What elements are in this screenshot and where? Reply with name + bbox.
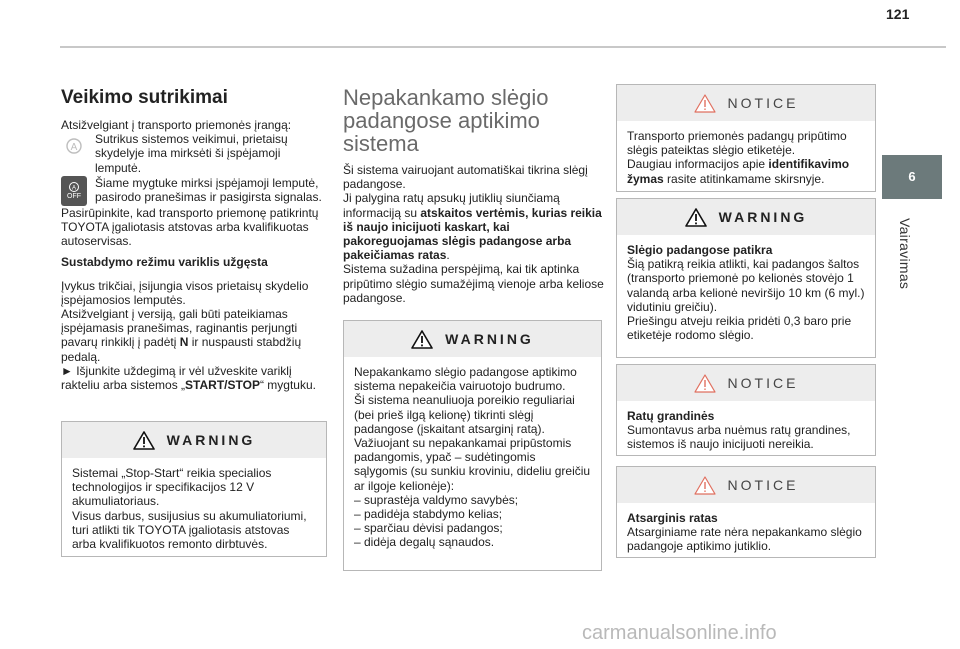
- warning-box-battery: [61, 421, 327, 557]
- notice-header: [617, 467, 875, 503]
- warning-body: [344, 357, 601, 556]
- svg-text:A: A: [71, 185, 77, 192]
- warning-body: [617, 235, 875, 348]
- warning-triangle-icon: [133, 431, 155, 450]
- stop-start-button-item: [61, 176, 326, 206]
- notice-body: [617, 503, 875, 560]
- warning-label: WARNING: [166, 432, 256, 448]
- chapter-title: Vairavimas: [897, 218, 913, 290]
- notice-label: NOTICE: [727, 95, 799, 111]
- warning-header: [617, 199, 875, 235]
- warning-triangle-icon: [411, 330, 433, 349]
- tpms-alert-text: Sistema sužadina perspėjimą, kai tik aptinka pripūtimo slėgio sumažėjimą vienoje arba keliose padangose.: [343, 262, 604, 305]
- notice-text: Sumontavus arba nuėmus ratų grandines, sistemos iš naujo inicijuoti nereikia.: [627, 423, 851, 452]
- page-number: 121: [886, 6, 910, 22]
- notice-label: NOTICE: [727, 375, 799, 391]
- warning-lamp-outline-icon: [61, 132, 87, 160]
- warning-lamp-text: Sutrikus sistemos veikimui, prietaisų skydelyje ima mirksėti ši įspėjamoji lemputė.: [95, 132, 288, 175]
- gear-selector-text: Atsižvelgiant į versiją, gali būti pateikiamas įspėjamasis pranešimas, raginantis perjungti pavarų rinkiklį į padėtį N ir nuspausti stabdžių pedalą.: [61, 307, 302, 364]
- section-title-tpms: Nepakankamo slėgio padangose aptikimo sistema: [343, 85, 549, 156]
- notice-title: Ratų grandinės: [627, 409, 715, 423]
- svg-text:A: A: [70, 142, 78, 154]
- warning-label: WARNING: [445, 331, 534, 347]
- notice-label: NOTICE: [727, 477, 799, 493]
- intro-text: Atsižvelgiant į transporto priemonės įrangą:: [61, 118, 292, 132]
- notice-box-snow-chains: [616, 364, 876, 456]
- column-malfunctions: [61, 87, 326, 392]
- section-title-malfunctions: Veikimo sutrikimai: [61, 87, 228, 108]
- watermark: carmanualsonline.info: [582, 622, 777, 644]
- tpms-intro: Ši sistema vairuojant automatiškai tikrina slėgį padangose.: [343, 163, 588, 192]
- warning-label: WARNING: [718, 209, 808, 225]
- warning-box-tpms: [343, 320, 602, 571]
- off-label: OFF: [67, 192, 81, 200]
- notice-text: Transporto priemonės padangų pripūtimo slėgis pateiktas slėgio etiketėje. Daugiau informacijos apie identifikavimo žymas rasite atitinkamame skirsnyje.: [627, 129, 850, 186]
- notice-header: [617, 85, 875, 121]
- chapter-tab[interactable]: 6: [882, 155, 942, 199]
- stop-start-off-button-icon: [61, 176, 87, 206]
- warning-title: Slėgio padangose patikra: [627, 243, 773, 257]
- stop-start-button-text: Šiame mygtuke mirksi įspėjamoji lemputė, pasirodo pranešimas ir pasigirsta signalas.: [95, 175, 322, 205]
- warning-text: Šią patikrą reikia atlikti, kai padangos šaltos (transporto priemonė po kelionės stovėjo 1 valandą arba kelionė neviršijo 10 km (6 myl.) vidutiniu greičiu). Priešingu atveju reikia pridėti 0,3 baro prie etiketėje rodomo slėgio.: [627, 257, 865, 343]
- warning-triangle-icon: [685, 208, 707, 227]
- notice-title: Atsarginis ratas: [627, 511, 718, 525]
- notice-header: [617, 365, 875, 401]
- subsection-title-engine-stall: Sustabdymo režimu variklis užgęsta: [61, 255, 268, 270]
- warning-lamp-item: [61, 132, 326, 175]
- notice-triangle-icon: [694, 374, 716, 393]
- notice-triangle-icon: [694, 476, 716, 495]
- top-divider: [60, 46, 946, 48]
- notice-body: [617, 121, 875, 192]
- notice-triangle-icon: [694, 94, 716, 113]
- warning-header: [62, 422, 326, 458]
- fault-lamps-text: Įvykus trikčiai, įsijungia visos prietaisų skydelio įspėjamosios lemputės.: [61, 278, 309, 307]
- notice-text: Atsarginiame rate nėra nepakankamo slėgio padangoje aptikimo jutiklio.: [627, 525, 862, 554]
- notice-box-pressure-label: [616, 84, 876, 192]
- warning-text: Nepakankamo slėgio padangose aptikimo sistema nepakeičia vairuotojo budrumo. Ši sistema neanuliuoja poreikio reguliariai (bei prieš ilgą kelionę) tikrinti slėgį padangose (įskaitant atsarginį ratą). Važiuojant su nepakankamai pripūstomis padangomis, ypač – sudėtingomis sąlygomis (su sunkiu kroviniu, dideliu greičiu ar ilgoje kelionėje): – suprastėja valdymo savybės; – padidėja stabdymo kelias; – sparčiau dėvisi padangos; – didėja degalų sąnaudos.: [354, 365, 591, 550]
- restart-instruction: ► Išjunkite uždegimą ir vėl užveskite variklį rakteliu arba sistemos „START/STOP“ mygtuku.: [61, 363, 316, 393]
- warning-box-pressure-check: [616, 198, 876, 358]
- service-advice: Pasirūpinkite, kad transporto priemonę patikrintų TOYOTA įgaliotasis atstovas arba kvalifikuotas autoservisas.: [61, 205, 319, 249]
- tpms-reference-values: Ji palygina ratų apsukų jutiklių siunčiamą informaciją su atskaitos vertėmis, kurias reikia iš naujo inicijuoti kaskart, kai pakoreguojamas slėgis padangose arba pakeičiamas ratas.: [343, 191, 602, 263]
- warning-header: [344, 321, 601, 357]
- warning-body: [62, 458, 326, 557]
- notice-body: [617, 401, 875, 458]
- warning-text: Sistemai „Stop-Start“ reikia specialios technologijos ir specifikacijos 12 V akumuliatoriaus. Visus darbus, susijusius su akumuliatoriumi, turi atlikti tik TOYOTA įgaliotasis atstovas arba kvalifikuotos remonto dirbtuvės.: [72, 466, 307, 552]
- notice-box-spare-wheel: [616, 466, 876, 558]
- column-tpms: [343, 86, 605, 305]
